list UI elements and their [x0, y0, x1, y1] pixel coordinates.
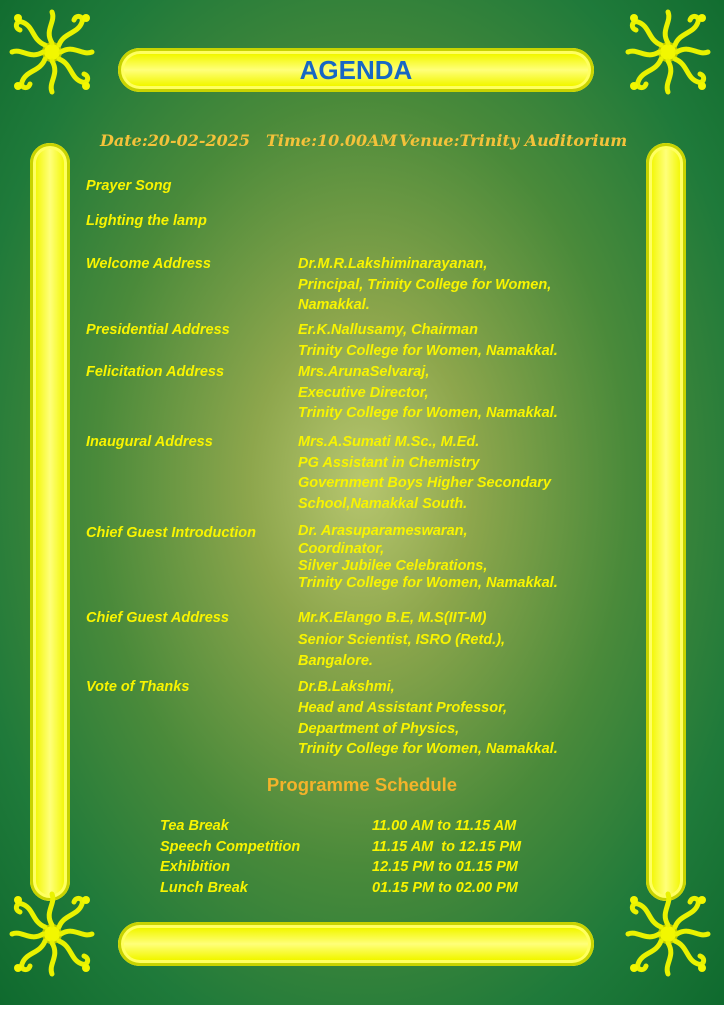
agenda-item-label: Felicitation Address — [86, 364, 225, 380]
speaker-line: Head and Assistant Professor, — [298, 700, 507, 716]
speaker-line: Bangalore. — [298, 653, 373, 669]
speaker-line: Dr.M.R.Lakshiminarayanan, — [298, 256, 488, 272]
speaker-line: Trinity College for Women, Namakkal. — [298, 343, 558, 359]
schedule-item-label: Lunch Break — [160, 880, 248, 896]
schedule-item-label: Exhibition — [160, 859, 231, 875]
agenda-item-label: Vote of Thanks — [86, 679, 190, 695]
corner-ornament-icon — [4, 4, 100, 100]
speaker-line: Government Boys Higher Secondary — [298, 475, 552, 491]
agenda-item-label: Prayer Song — [86, 178, 172, 194]
speaker-line: School,Namakkal South. — [298, 496, 468, 512]
speaker-line: Mrs.A.Sumati M.Sc., M.Ed. — [298, 434, 480, 450]
schedule-heading: Programme Schedule — [266, 774, 458, 795]
event-time: Time:10.00AM — [266, 131, 398, 150]
speaker-line: Department of Physics, — [298, 721, 460, 737]
agenda-item-label: Welcome Address — [86, 256, 211, 272]
speaker-line: Silver Jubilee Celebrations, — [298, 558, 488, 574]
schedule-item-label: Speech Competition — [160, 839, 301, 855]
page-title: AGENDA — [299, 55, 413, 85]
speaker-line: Dr.B.Lakshmi, — [298, 679, 395, 695]
agenda-item-label: Presidential Address — [86, 322, 230, 338]
agenda-item-label: Chief Guest Introduction — [86, 525, 256, 541]
schedule-item-time: 01.15 PM to 02.00 PM — [372, 880, 518, 896]
speaker-line: Trinity College for Women, Namakkal. — [298, 405, 558, 421]
speaker-line: Senior Scientist, ISRO (Retd.), — [298, 632, 506, 648]
agenda-item-label: Chief Guest Address — [86, 610, 229, 626]
event-venue: Venue:Trinity Auditorium — [399, 131, 628, 150]
corner-ornament-icon — [620, 886, 716, 982]
speaker-line: Mrs.ArunaSelvaraj, — [298, 364, 430, 380]
agenda-item-label: Lighting the lamp — [86, 213, 207, 229]
corner-ornament-icon — [4, 886, 100, 982]
speaker-line: PG Assistant in Chemistry — [298, 455, 480, 471]
speaker-line: Er.K.Nallusamy, Chairman — [298, 322, 478, 338]
speaker-line: Principal, Trinity College for Women, — [298, 277, 552, 293]
speaker-line: Trinity College for Women, Namakkal. — [298, 741, 558, 757]
speaker-line: Coordinator, — [298, 541, 385, 557]
speaker-line: Dr. Arasuparameswaran, — [298, 523, 468, 539]
bottom-banner — [118, 922, 594, 966]
agenda-item-label: Inaugural Address — [86, 434, 213, 450]
speaker-line: Executive Director, — [298, 385, 429, 401]
event-date: Date:20-02-2025 — [100, 131, 251, 150]
speaker-line: Trinity College for Women, Namakkal. — [298, 575, 558, 591]
schedule-item-label: Tea Break — [160, 818, 229, 834]
schedule-item-time: 11.15 AM to 12.15 PM — [372, 839, 522, 855]
speaker-line: Mr.K.Elango B.E, M.S(IIT-M) — [298, 610, 487, 626]
schedule-item-time: 12.15 PM to 01.15 PM — [372, 859, 518, 875]
corner-ornament-icon — [620, 4, 716, 100]
schedule-item-time: 11.00 AM to 11.15 AM — [372, 818, 517, 834]
speaker-line: Namakkal. — [298, 297, 370, 313]
